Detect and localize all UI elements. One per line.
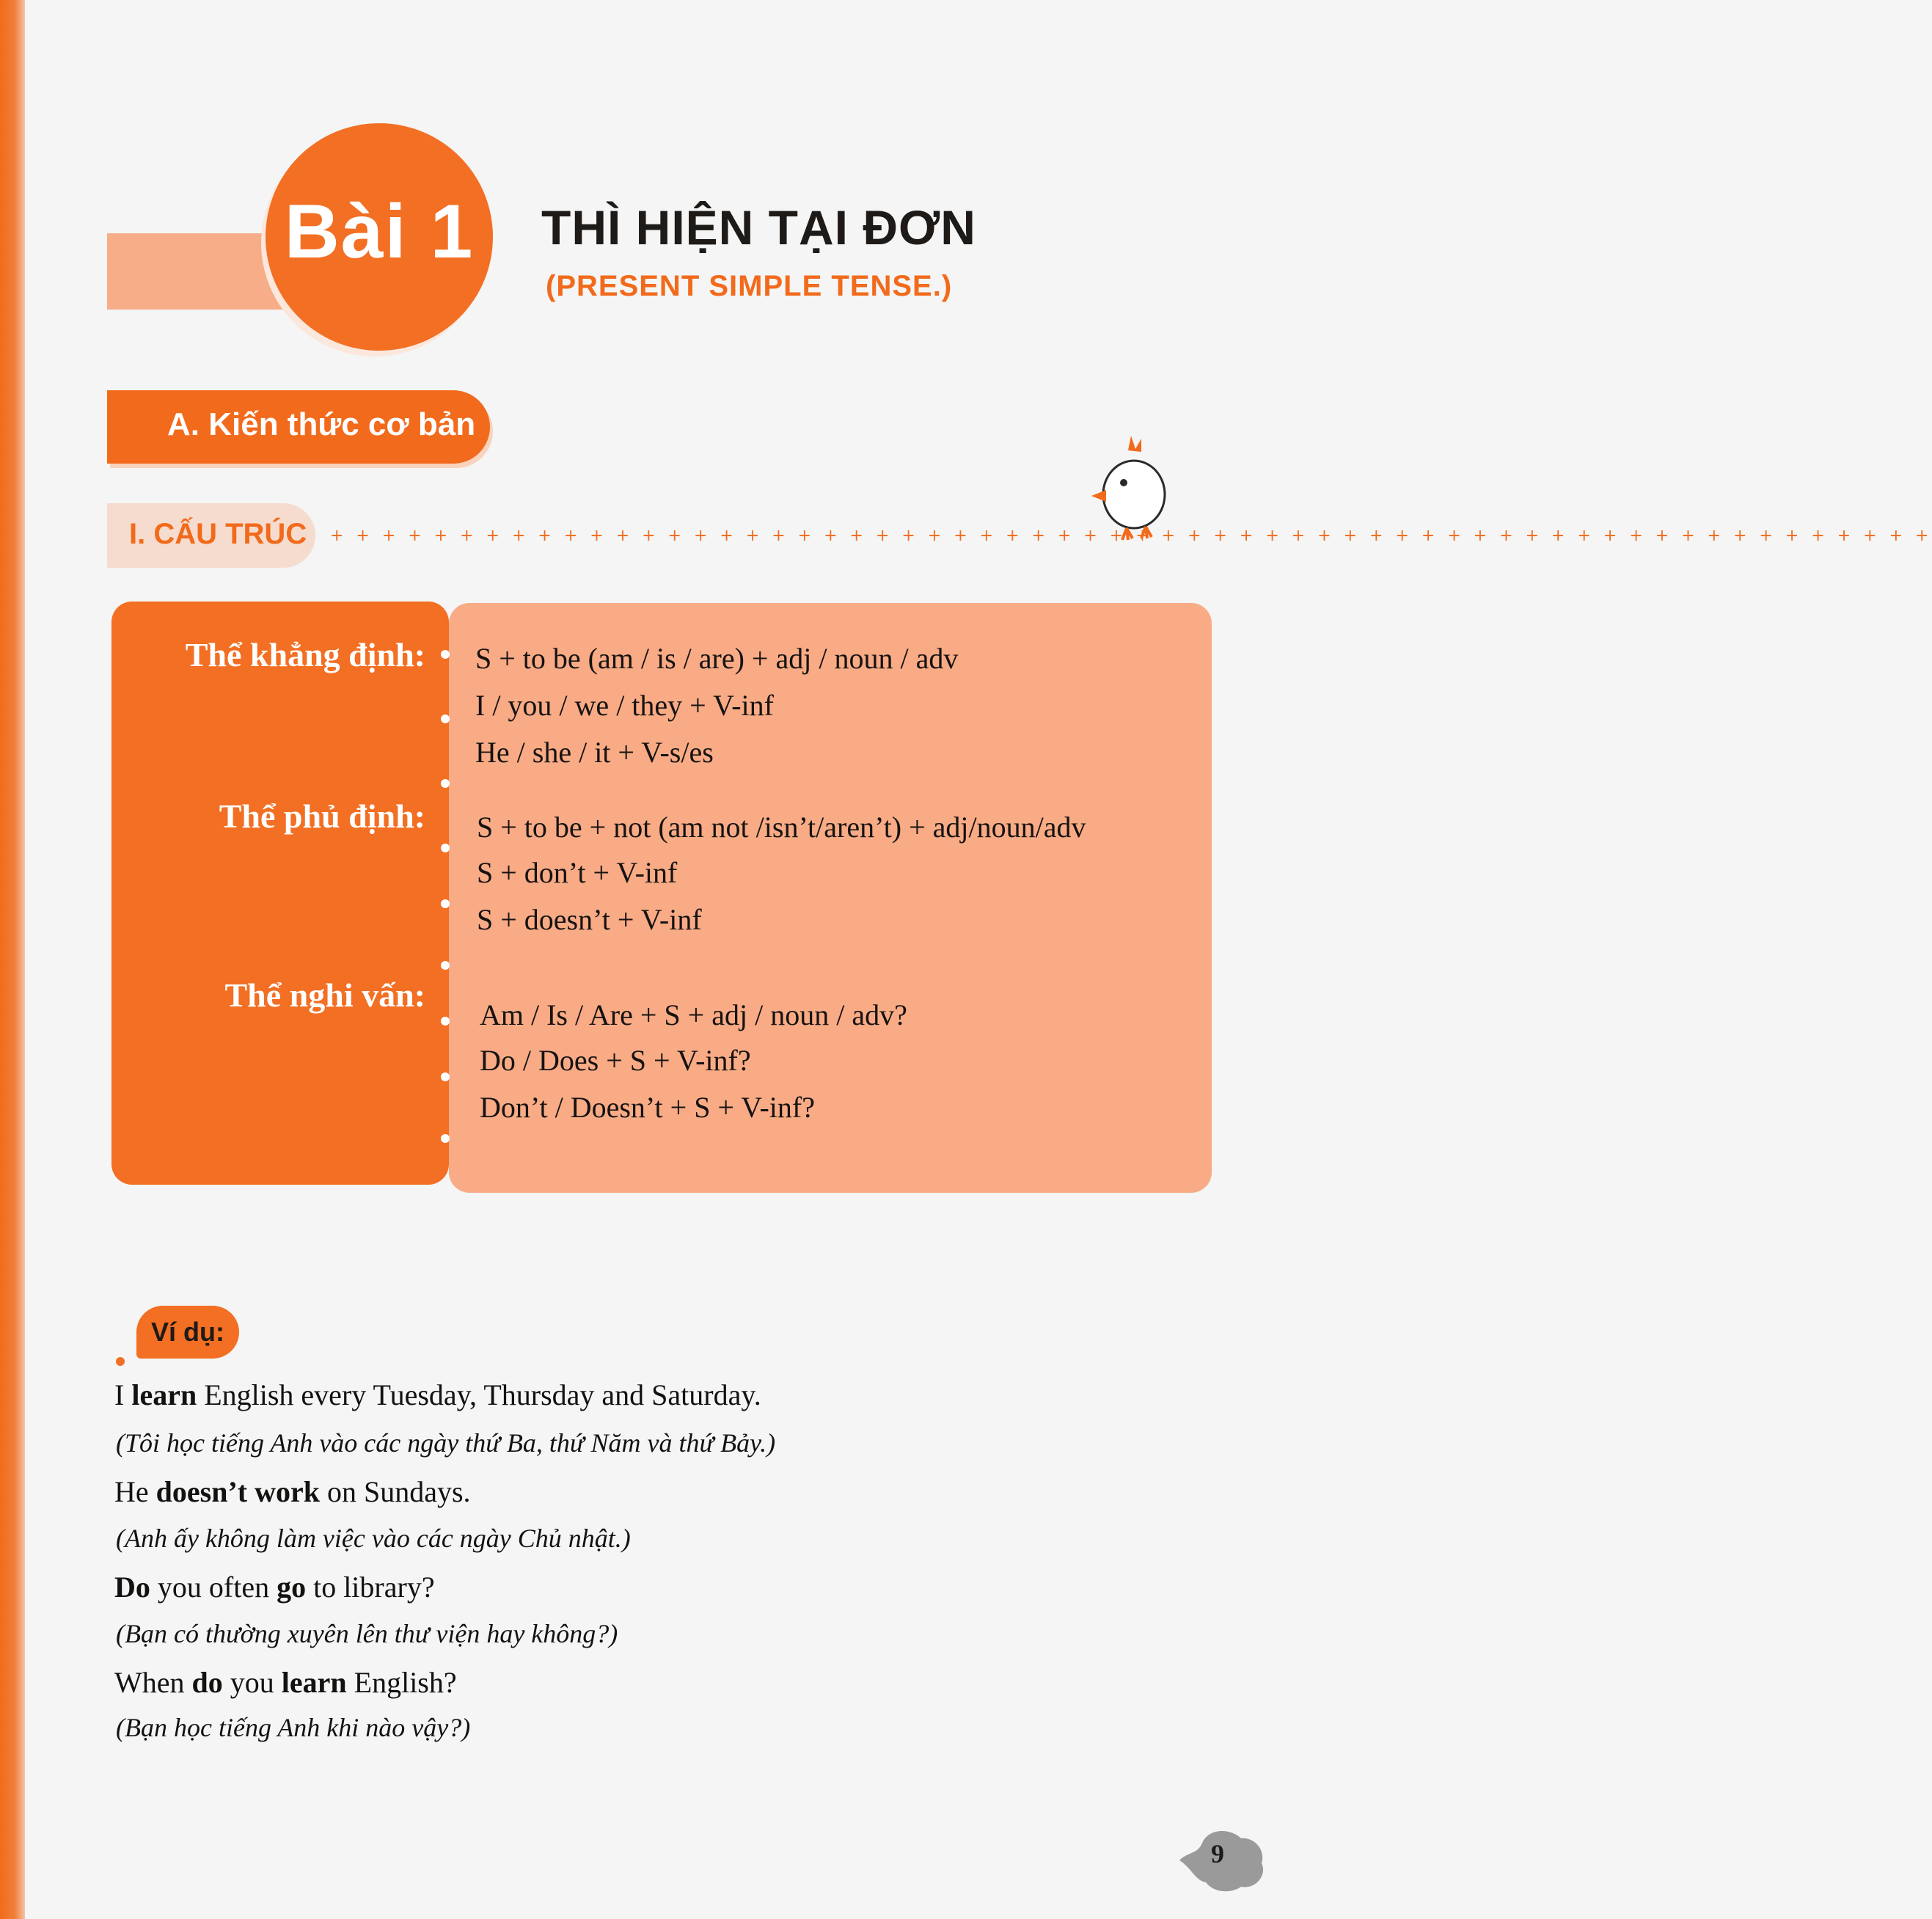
interrogative-line-3: Don’t / Doesn’t + S + V-inf? — [480, 1091, 815, 1124]
example-translation-2: (Anh ấy không làm việc vào các ngày Chủ nhật.) — [116, 1524, 631, 1553]
example-sentence-2: He doesn’t work on Sundays. — [114, 1475, 471, 1508]
interrogative-label: Thể nghi vấn: — [224, 976, 425, 1014]
interrogative-line-1: Am / Is / Are + S + adj / noun / adv? — [480, 998, 907, 1031]
lesson-label: Bài 1 — [284, 189, 475, 274]
example-sentence-4: When do you learn English? — [114, 1666, 457, 1699]
section-title: A. Kiến thức cơ bản — [167, 406, 476, 442]
binder-dot — [441, 714, 450, 723]
affirmative-line-3: He / she / it + V-s/es — [475, 736, 714, 769]
binder-dot — [441, 1017, 450, 1026]
negative-line-1: S + to be + not (am not /isn’t/aren’t) + adj/noun/adv — [477, 811, 1086, 844]
subsection-header — [107, 503, 315, 568]
structure-labels-panel — [111, 602, 449, 1185]
binder-dot — [441, 844, 450, 852]
example-sentence-1: I learn English every Tuesday, Thursday and Saturday. — [114, 1378, 761, 1411]
page-edge-decoration — [0, 0, 25, 1919]
page-number: 9 — [1211, 1839, 1224, 1868]
negative-label: Thể phủ định: — [219, 797, 425, 835]
binder-dot — [441, 899, 450, 908]
example-badge-dot — [116, 1357, 125, 1366]
affirmative-label: Thể khẳng định: — [185, 636, 425, 673]
lesson-badge — [266, 123, 493, 351]
example-translation-1: (Tôi học tiếng Anh vào các ngày thứ Ba, thứ Năm và thứ Bảy.) — [116, 1428, 776, 1458]
page-subtitle: (PRESENT SIMPLE TENSE.) — [546, 270, 953, 302]
affirmative-line-2: I / you / we / they + V-inf — [475, 689, 774, 722]
negative-line-3: S + doesn’t + V-inf — [477, 903, 702, 936]
example-sentence-3: Do you often go to library? — [114, 1571, 435, 1604]
example-translation-4: (Bạn học tiếng Anh khi nào vậy?) — [116, 1713, 471, 1742]
example-badge — [136, 1306, 239, 1359]
example-translation-3: (Bạn có thường xuyên lên thư viện hay không?) — [116, 1619, 618, 1648]
binder-dot — [441, 961, 450, 970]
binder-dot — [441, 1072, 450, 1081]
negative-line-2: S + don’t + V-inf — [477, 856, 678, 889]
interrogative-line-2: Do / Does + S + V-inf? — [480, 1044, 751, 1077]
binder-dot — [441, 650, 450, 659]
dotted-divider: + + + + + + + + + + + + + + + + + + + + + + + + + + + + + + + + + + + + + + + + + + + + + + + + + + + + + + + + + + + + + + — [330, 527, 1932, 545]
binder-dot — [441, 779, 450, 788]
subsection-title: I. CẤU TRÚC — [129, 518, 307, 550]
binder-dot — [441, 1134, 450, 1143]
example-label: Ví dụ: — [151, 1317, 224, 1347]
affirmative-line-1: S + to be (am / is / are) + adj / noun / adv — [475, 642, 959, 675]
section-header — [107, 390, 490, 464]
page-title: THÌ HIỆN TẠI ĐƠN — [541, 200, 976, 255]
